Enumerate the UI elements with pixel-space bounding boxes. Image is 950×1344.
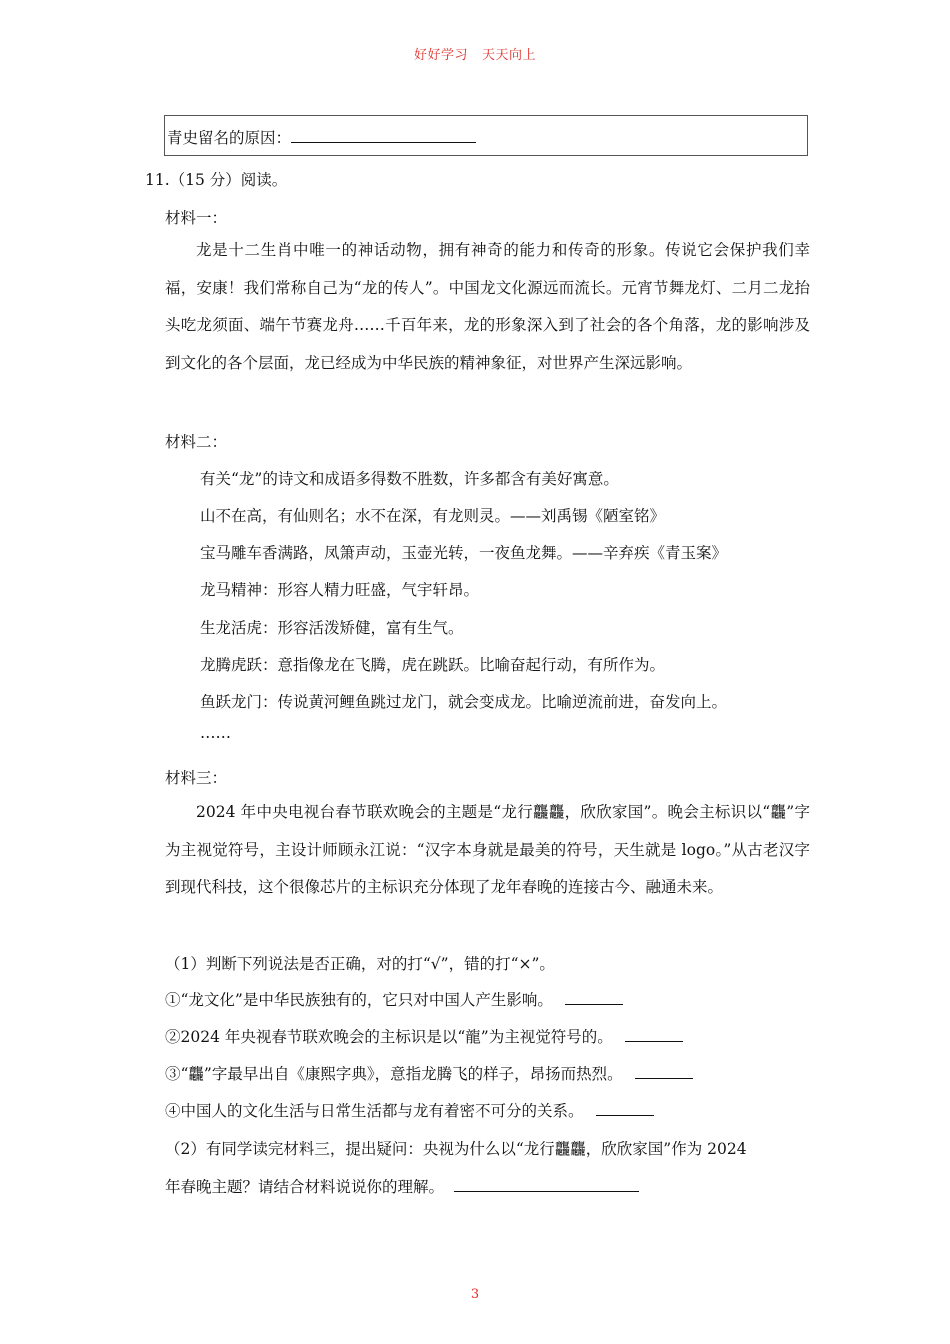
material-2-ellipsis: ……: [200, 724, 231, 742]
sub-question-1-prompt: （1）判断下列说法是否正确，对的打“√”，错的打“×”。: [165, 955, 555, 973]
material-3-text: 2024 年中央电视台春节联欢晚会的主题是“龙行龘龘，欣欣家国”。晚会主标识以“龘”字为主视觉符号，主设计师顾永江说：“汉字本身就是最美的符号，天生就是 logo。”从古老汉字到现代科技，这个很像芯片的主标识充分体现了龙年春晚的连接古今、融通未来。: [165, 803, 810, 896]
material-2-line: 龙马精神：形容人精力旺盛，气宇轩昂。: [200, 581, 480, 599]
statement-row: [165, 1062, 693, 1084]
statement-row: [165, 988, 623, 1010]
sub-question-2-line-1: （2）有同学读完材料三，提出疑问：央视为什么以“龙行龘龘，欣欣家国”作为 2024: [165, 1140, 747, 1158]
sub-question-2-text: 年春晚主题？请结合材料说说你的理解。: [165, 1178, 445, 1196]
material-2-line: 宝马雕车香满路，凤箫声动，玉壶光转，一夜鱼龙舞。——辛弃疾《青玉案》: [200, 544, 728, 562]
answer-blank[interactable]: [635, 1064, 693, 1079]
sub-question-2-line-2: [165, 1175, 639, 1197]
material-2-line: 龙腾虎跃：意指像龙在飞腾，虎在跳跃。比喻奋起行动，有所作为。: [200, 656, 666, 674]
material-2-line: 有关“龙”的诗文和成语多得数不胜数，许多都含有美好寓意。: [200, 470, 619, 488]
answer-box-label: 青史留名的原因：: [167, 129, 292, 147]
material-1-text: 龙是十二生肖中唯一的神话动物，拥有神奇的能力和传奇的形象。传说它会保护我们幸福，安康！我们常称自己为“龙的传人”。中国龙文化源远而流长。元宵节舞龙灯、二月二龙抬头吃龙须面、端午节赛龙舟……千百年来，龙的形象深入到了社会的各个角落，龙的影响涉及到文化的各个层面，龙已经成为中华民族的精神象征，对世界产生深远影响。: [165, 241, 810, 372]
answer-box: [164, 115, 808, 156]
header-left-text: 好好学习: [413, 48, 468, 63]
statement-text: ②2024 年央视春节联欢晚会的主标识是以“龍”为主视觉符号的。: [165, 1028, 613, 1046]
answer-blank[interactable]: [291, 128, 476, 143]
answer-box-row: [167, 126, 476, 148]
page-header: [0, 44, 950, 63]
material-2-line: 鱼跃龙门：传说黄河鲤鱼跳过龙门，就会变成龙。比喻逆流前进，奋发向上。: [200, 693, 728, 711]
statement-text: ④中国人的文化生活与日常生活都与龙有着密不可分的关系。: [165, 1102, 584, 1120]
statement-text: ③“龘”字最早出自《康熙字典》，意指龙腾飞的样子，昂扬而热烈。: [165, 1065, 623, 1083]
answer-blank[interactable]: [625, 1027, 683, 1042]
statement-row: [165, 1025, 683, 1047]
material-1-label: 材料一：: [165, 209, 228, 227]
statement-text: ①“龙文化”是中华民族独有的，它只对中国人产生影响。: [165, 991, 553, 1009]
material-3-label: 材料三：: [165, 769, 228, 787]
answer-blank[interactable]: [454, 1177, 639, 1192]
answer-blank[interactable]: [596, 1101, 654, 1116]
page-number: 3: [470, 1287, 480, 1302]
material-2-line: 生龙活虎：形容活泼矫健，富有生气。: [200, 619, 464, 637]
question-title: 11.（15 分）阅读。: [145, 171, 288, 189]
statement-row: [165, 1099, 654, 1121]
answer-blank[interactable]: [565, 990, 623, 1005]
material-2-label: 材料二：: [165, 433, 228, 451]
material-2-line: 山不在高，有仙则名；水不在深，有龙则灵。——刘禹锡《陋室铭》: [200, 507, 666, 525]
header-right-text: 天天向上: [482, 48, 537, 63]
